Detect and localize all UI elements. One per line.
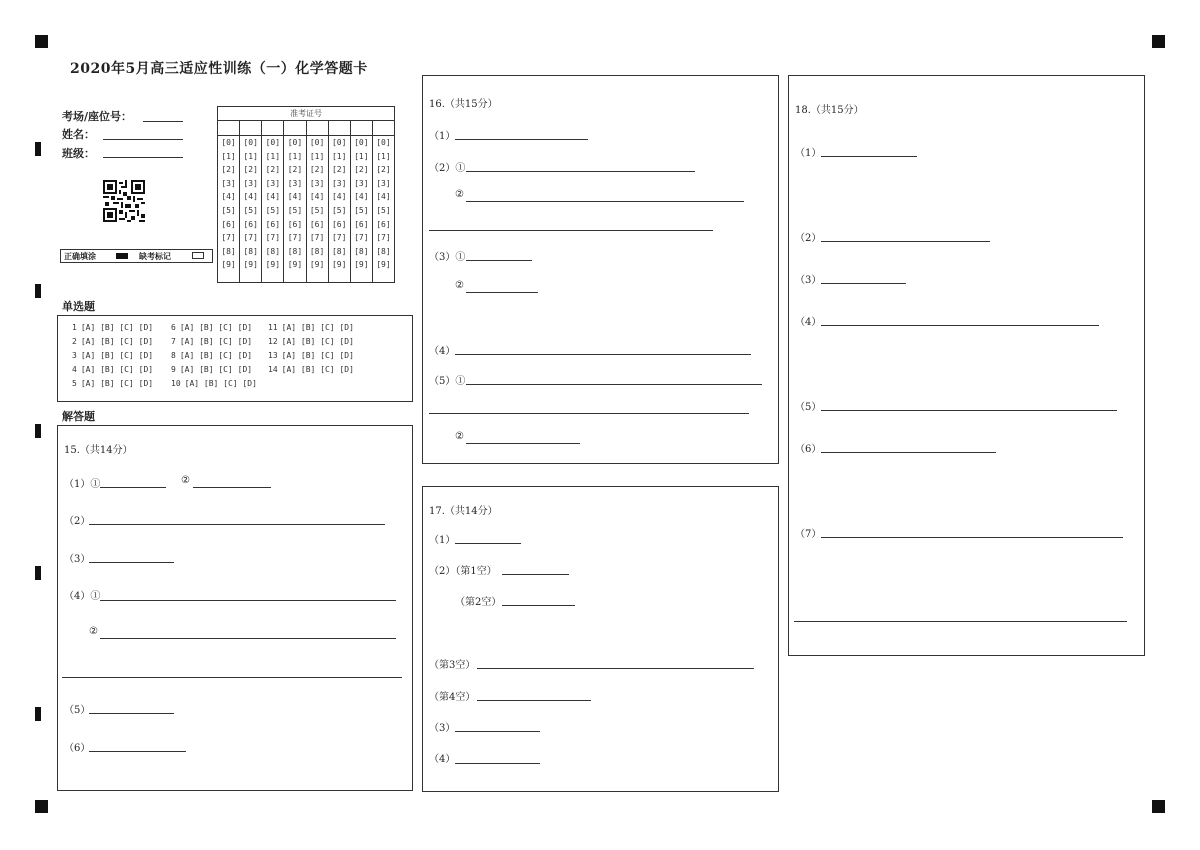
admission-digit-bubble[interactable]: [4]	[243, 192, 258, 202]
q18-part3-answer[interactable]	[821, 283, 906, 284]
admission-digit-bubble[interactable]: [8]	[265, 246, 281, 256]
admission-digit-bubble[interactable]: [2]	[376, 165, 391, 175]
admission-digit-bubble[interactable]: [2]	[309, 165, 325, 175]
admission-digit-bubble[interactable]: [8]	[376, 246, 391, 256]
q16-part1-label: （1）	[429, 131, 456, 142]
q16-part2-answer-2[interactable]	[466, 201, 744, 202]
admission-digit-bubble[interactable]: [9]	[265, 260, 281, 270]
q17-part3-answer[interactable]	[455, 731, 540, 732]
admission-digit-bubble[interactable]: [4]	[265, 192, 281, 202]
class-label: 班级：	[62, 147, 95, 160]
corner-mark-top-right	[1152, 35, 1165, 48]
mc-options[interactable]: [A] [B] [C] [D]	[179, 351, 253, 360]
q15-part2-answer[interactable]	[89, 524, 385, 525]
q17-part2-label-d: （第4空）	[429, 692, 476, 703]
q16-part5-label: （5）①	[429, 376, 466, 387]
admission-digit-write-cell[interactable]	[307, 121, 328, 136]
admission-number-grid[interactable]	[217, 106, 395, 283]
name-field[interactable]	[103, 139, 183, 140]
admission-digit-bubble[interactable]: [4]	[331, 192, 347, 202]
q15-part1-label-b: ②	[181, 475, 190, 486]
q15-part3-label: （3）	[64, 554, 91, 565]
q15-title: 15.（共14分）	[64, 445, 133, 456]
mc-question-14[interactable]	[268, 365, 354, 374]
admission-digit-column[interactable]	[351, 121, 373, 283]
mc-options[interactable]: [A] [B] [C] [D]	[80, 379, 154, 388]
q16-part2-label-b: ②	[455, 189, 464, 200]
mc-options[interactable]: [A] [B] [C] [D]	[80, 365, 154, 374]
admission-digit-bubble[interactable]: [8]	[309, 246, 325, 256]
admission-digit-bubble[interactable]: [0]	[309, 138, 325, 147]
q18-part4-label: （4）	[795, 317, 822, 328]
admission-digit-bubble[interactable]: [5]	[265, 205, 281, 215]
q16-title: 16.（共15分）	[429, 99, 498, 110]
mc-question-number: 1	[72, 323, 77, 332]
seat-field[interactable]	[143, 121, 183, 122]
admission-digit-bubble[interactable]: [0]	[354, 138, 369, 147]
q18-part7-label: （7）	[795, 529, 822, 540]
admission-digit-column[interactable]	[262, 121, 284, 283]
admission-digit-bubble[interactable]: [4]	[221, 192, 236, 202]
question-15-box	[57, 425, 413, 791]
q18-part5-label: （5）	[795, 402, 822, 413]
q18-part5-answer[interactable]	[821, 410, 1117, 411]
admission-digit-bubble[interactable]: [7]	[376, 233, 391, 243]
admission-digit-bubble[interactable]: [5]	[331, 205, 347, 215]
answer-section-heading: 解答题	[62, 410, 95, 423]
admission-digit-column[interactable]	[240, 121, 262, 283]
admission-digit-bubble[interactable]: [3]	[331, 178, 347, 188]
corner-mark-bottom-right	[1152, 800, 1165, 813]
mc-question-13[interactable]	[268, 351, 354, 360]
admission-digit-bubble[interactable]: [5]	[221, 205, 236, 215]
admission-digit-bubble[interactable]: [2]	[243, 165, 258, 175]
mc-options[interactable]: [A] [B] [C] [D]	[281, 365, 354, 374]
mc-question-number: 12	[268, 337, 278, 346]
mc-question-number: 8	[171, 351, 176, 360]
admission-digit-bubble[interactable]: [8]	[243, 246, 258, 256]
admission-digit-bubble[interactable]: [3]	[243, 178, 258, 188]
q18-part6-answer[interactable]	[821, 452, 996, 453]
admission-digit-bubble[interactable]: [6]	[265, 219, 281, 229]
admission-digit-bubble[interactable]: [2]	[221, 165, 236, 175]
admission-grid-header: 准考证号	[218, 107, 394, 121]
mc-options[interactable]: [A] [B] [C] [D]	[281, 323, 354, 332]
admission-digit-bubble[interactable]: [0]	[331, 138, 347, 147]
admission-digit-bubble[interactable]: [7]	[309, 233, 325, 243]
timing-mark	[35, 424, 41, 438]
admission-digit-write-cell[interactable]	[329, 121, 350, 136]
admission-digit-bubble[interactable]: [0]	[287, 138, 303, 147]
admission-digit-bubble[interactable]: [1]	[265, 151, 281, 161]
q15-part2-label: （2）	[64, 516, 91, 527]
mc-question-6[interactable]	[171, 323, 252, 332]
admission-digit-bubble[interactable]: [2]	[354, 165, 369, 175]
q15-part4-answer-3[interactable]	[62, 677, 402, 678]
correct-fill-label: 正确填涂	[64, 251, 96, 261]
admission-digit-bubble[interactable]: [6]	[287, 219, 303, 229]
mc-options[interactable]: [A] [B] [C] [D]	[179, 337, 253, 346]
absent-mark-label: 缺考标记	[139, 251, 171, 261]
mc-question-3[interactable]	[72, 351, 153, 360]
mc-question-number: 11	[268, 323, 278, 332]
mc-question-2[interactable]	[72, 337, 153, 346]
mc-question-number: 10	[171, 379, 181, 388]
admission-digit-bubble[interactable]: [3]	[354, 178, 369, 188]
q18-part4-answer[interactable]	[821, 325, 1099, 326]
name-label: 姓名：	[62, 128, 95, 141]
q17-part4-label: （4）	[429, 754, 456, 765]
admission-digit-bubble[interactable]: [5]	[287, 205, 303, 215]
q16-part3-label-b: ②	[455, 280, 464, 291]
mc-question-8[interactable]	[171, 351, 252, 360]
admission-digit-bubble[interactable]: [6]	[243, 219, 258, 229]
admission-digit-bubble[interactable]: [1]	[354, 151, 369, 161]
admission-digit-bubble[interactable]: [1]	[221, 151, 236, 161]
q17-part2-answer-1[interactable]	[502, 574, 569, 575]
admission-digit-bubble[interactable]: [7]	[243, 233, 258, 243]
admission-digit-bubble[interactable]: [0]	[265, 138, 281, 147]
q16-part1-answer[interactable]	[455, 139, 588, 140]
q15-part6-label: （6）	[64, 743, 91, 754]
admission-digit-bubble[interactable]: [3]	[309, 178, 325, 188]
q17-part2-answer-2[interactable]	[502, 605, 575, 606]
q16-part5-label-b: ②	[455, 431, 464, 442]
mc-options[interactable]: [A] [B] [C] [D]	[80, 337, 154, 346]
admission-digit-bubble[interactable]: [6]	[309, 219, 325, 229]
admission-digit-bubble[interactable]: [1]	[243, 151, 258, 161]
q17-part4-answer[interactable]	[455, 763, 540, 764]
mc-question-5[interactable]	[72, 379, 153, 388]
mc-question-number: 6	[171, 323, 176, 332]
admission-digit-bubble[interactable]: [9]	[287, 260, 303, 270]
mc-options[interactable]: [A] [B] [C] [D]	[281, 351, 354, 360]
q16-part5-answer-2[interactable]	[429, 413, 749, 414]
q15-part4-answer-1[interactable]	[100, 600, 396, 601]
q17-part3-label: （3）	[429, 723, 456, 734]
corner-mark-top-left	[35, 35, 48, 48]
mc-question-number: 2	[72, 337, 77, 346]
q18-part3-label: （3）	[795, 275, 822, 286]
admission-digit-bubble[interactable]: [3]	[287, 178, 303, 188]
admission-digit-bubble[interactable]: [5]	[243, 205, 258, 215]
mc-options[interactable]: [A] [B] [C] [D]	[179, 365, 253, 374]
admission-digit-bubble[interactable]: [5]	[376, 205, 391, 215]
admission-digit-column[interactable]	[373, 121, 394, 283]
timing-mark	[35, 142, 41, 156]
q18-title: 18.（共15分）	[795, 105, 864, 116]
corner-mark-bottom-left	[35, 800, 48, 813]
q16-part4-answer[interactable]	[455, 354, 751, 355]
timing-mark	[35, 284, 41, 298]
admission-digit-bubble[interactable]: [7]	[354, 233, 369, 243]
q17-part1-label: （1）	[429, 535, 456, 546]
seat-label: 考场/座位号：	[62, 110, 133, 123]
mc-question-1[interactable]	[72, 323, 153, 332]
admission-digit-bubble[interactable]: [9]	[354, 260, 369, 270]
admission-digit-write-cell[interactable]	[240, 121, 261, 136]
q17-part2-label-b: （第2空）	[455, 597, 502, 608]
q16-part3-label: （3）①	[429, 252, 466, 263]
admission-digit-bubble[interactable]: [3]	[221, 178, 236, 188]
mc-question-number: 14	[268, 365, 278, 374]
admission-digit-bubble[interactable]: [9]	[376, 260, 391, 270]
q15-part3-answer[interactable]	[89, 562, 174, 563]
q17-part2-answer-4[interactable]	[477, 700, 591, 701]
admission-digit-bubble[interactable]: [0]	[376, 138, 391, 147]
q16-part3-answer-2[interactable]	[466, 292, 538, 293]
admission-digit-write-cell[interactable]	[373, 121, 394, 136]
q18-part1-label: （1）	[795, 148, 822, 159]
fill-legend	[60, 249, 213, 263]
mc-question-number: 4	[72, 365, 77, 374]
admission-digit-bubble[interactable]: [0]	[243, 138, 258, 147]
mc-options[interactable]: [A] [B] [C] [D]	[184, 379, 257, 388]
admission-digit-bubble[interactable]: [6]	[221, 219, 236, 229]
mc-question-11[interactable]	[268, 323, 354, 332]
q16-part3-answer-1[interactable]	[466, 260, 532, 261]
single-choice-heading: 单选题	[62, 300, 95, 313]
admission-digit-bubble[interactable]: [8]	[287, 246, 303, 256]
q16-part5-answer-1[interactable]	[466, 384, 762, 385]
q15-part1-label: （1）①	[64, 479, 101, 490]
admission-digit-write-cell[interactable]	[351, 121, 372, 136]
q15-part6-answer[interactable]	[89, 751, 186, 752]
admission-digit-bubble[interactable]: [8]	[331, 246, 347, 256]
mc-question-number: 5	[72, 379, 77, 388]
admission-digit-bubble[interactable]: [4]	[287, 192, 303, 202]
q17-part2-label: （2）（第1空）	[429, 566, 497, 577]
admission-digit-bubble[interactable]: [8]	[221, 246, 236, 256]
admission-digit-bubble[interactable]: [7]	[221, 233, 236, 243]
admission-digit-write-cell[interactable]	[262, 121, 283, 136]
mc-question-4[interactable]	[72, 365, 153, 374]
admission-digit-bubble[interactable]: [9]	[309, 260, 325, 270]
q18-part2-answer[interactable]	[821, 241, 990, 242]
q15-part5-answer[interactable]	[89, 713, 174, 714]
question-18-box	[788, 75, 1145, 656]
mc-options[interactable]: [A] [B] [C] [D]	[179, 323, 253, 332]
q15-part4-label-b: ②	[89, 626, 98, 637]
q18-part7-answer-1[interactable]	[821, 537, 1123, 538]
q17-part2-label-c: （第3空）	[429, 660, 476, 671]
mc-question-12[interactable]	[268, 337, 354, 346]
admission-digit-bubble[interactable]: [9]	[243, 260, 258, 270]
admission-digit-bubble[interactable]: [9]	[221, 260, 236, 270]
admission-digit-bubble[interactable]: [6]	[376, 219, 391, 229]
q17-part1-answer[interactable]	[455, 543, 521, 544]
admission-digit-column[interactable]	[307, 121, 329, 283]
absent-mark-box[interactable]	[192, 252, 204, 259]
q16-part5-answer-3[interactable]	[466, 443, 580, 444]
q15-part1-answer-2[interactable]	[193, 487, 271, 488]
admission-digit-write-cell[interactable]	[284, 121, 305, 136]
question-16-box	[422, 75, 779, 464]
mc-question-9[interactable]	[171, 365, 252, 374]
admission-digit-bubble[interactable]: [9]	[331, 260, 347, 270]
timing-mark	[35, 707, 41, 721]
q15-part4-answer-2[interactable]	[100, 638, 396, 639]
question-17-box	[422, 486, 779, 792]
admission-digit-column[interactable]	[329, 121, 351, 283]
admission-digit-column[interactable]	[218, 121, 240, 283]
mc-question-number: 7	[171, 337, 176, 346]
q16-part2-answer-1[interactable]	[466, 171, 695, 172]
admission-digit-bubble[interactable]: [3]	[376, 178, 391, 188]
page-title: 2020年5月高三适应性训练（一）化学答题卡	[70, 61, 368, 77]
mc-question-number: 13	[268, 351, 278, 360]
admission-digit-bubble[interactable]: [4]	[354, 192, 369, 202]
q17-part2-answer-3[interactable]	[477, 668, 754, 669]
admission-digit-bubble[interactable]: [2]	[331, 165, 347, 175]
admission-digit-bubble[interactable]: [7]	[265, 233, 281, 243]
q15-part4-label: （4）①	[64, 591, 101, 602]
admission-digit-column[interactable]	[284, 121, 306, 283]
admission-digit-write-cell[interactable]	[218, 121, 239, 136]
admission-digit-bubble[interactable]: [4]	[309, 192, 325, 202]
mc-question-10[interactable]	[171, 379, 257, 388]
mc-question-number: 3	[72, 351, 77, 360]
mc-options[interactable]: [A] [B] [C] [D]	[80, 323, 154, 332]
q17-title: 17.（共14分）	[429, 506, 498, 517]
correct-fill-sample	[116, 253, 128, 259]
class-field[interactable]	[103, 157, 183, 158]
admission-digit-bubble[interactable]: [1]	[287, 151, 303, 161]
q15-part1-answer-1[interactable]	[100, 487, 166, 488]
mc-question-number: 9	[171, 365, 176, 374]
admission-digit-bubble[interactable]: [1]	[376, 151, 391, 161]
admission-digit-bubble[interactable]: [8]	[354, 246, 369, 256]
admission-digit-bubble[interactable]: [3]	[265, 178, 281, 188]
mc-options[interactable]: [A] [B] [C] [D]	[80, 351, 154, 360]
admission-digit-bubble[interactable]: [0]	[221, 138, 236, 147]
q18-part1-answer[interactable]	[821, 156, 917, 157]
q18-part2-label: （2）	[795, 233, 822, 244]
q16-part2-label: （2）①	[429, 163, 466, 174]
admission-digit-bubble[interactable]: [2]	[287, 165, 303, 175]
q16-part4-label: （4）	[429, 346, 456, 357]
timing-mark	[35, 566, 41, 580]
admission-digit-bubble[interactable]: [2]	[265, 165, 281, 175]
admission-digit-bubble[interactable]: [1]	[331, 151, 347, 161]
q16-part2-answer-3[interactable]	[429, 230, 713, 231]
admission-digit-bubble[interactable]: [5]	[354, 205, 369, 215]
admission-digit-bubble[interactable]: [6]	[331, 219, 347, 229]
admission-digit-bubble[interactable]: [6]	[354, 219, 369, 229]
mc-options[interactable]: [A] [B] [C] [D]	[281, 337, 354, 346]
qr-code	[103, 180, 145, 222]
admission-digit-bubble[interactable]: [7]	[331, 233, 347, 243]
admission-digit-bubble[interactable]: [5]	[309, 205, 325, 215]
admission-digit-bubble[interactable]: [4]	[376, 192, 391, 202]
admission-digit-bubble[interactable]: [1]	[309, 151, 325, 161]
q18-part7-answer-2[interactable]	[794, 621, 1127, 622]
admission-digit-bubble[interactable]: [7]	[287, 233, 303, 243]
mc-question-7[interactable]	[171, 337, 252, 346]
q15-part5-label: （5）	[64, 705, 91, 716]
q18-part6-label: （6）	[795, 444, 822, 455]
